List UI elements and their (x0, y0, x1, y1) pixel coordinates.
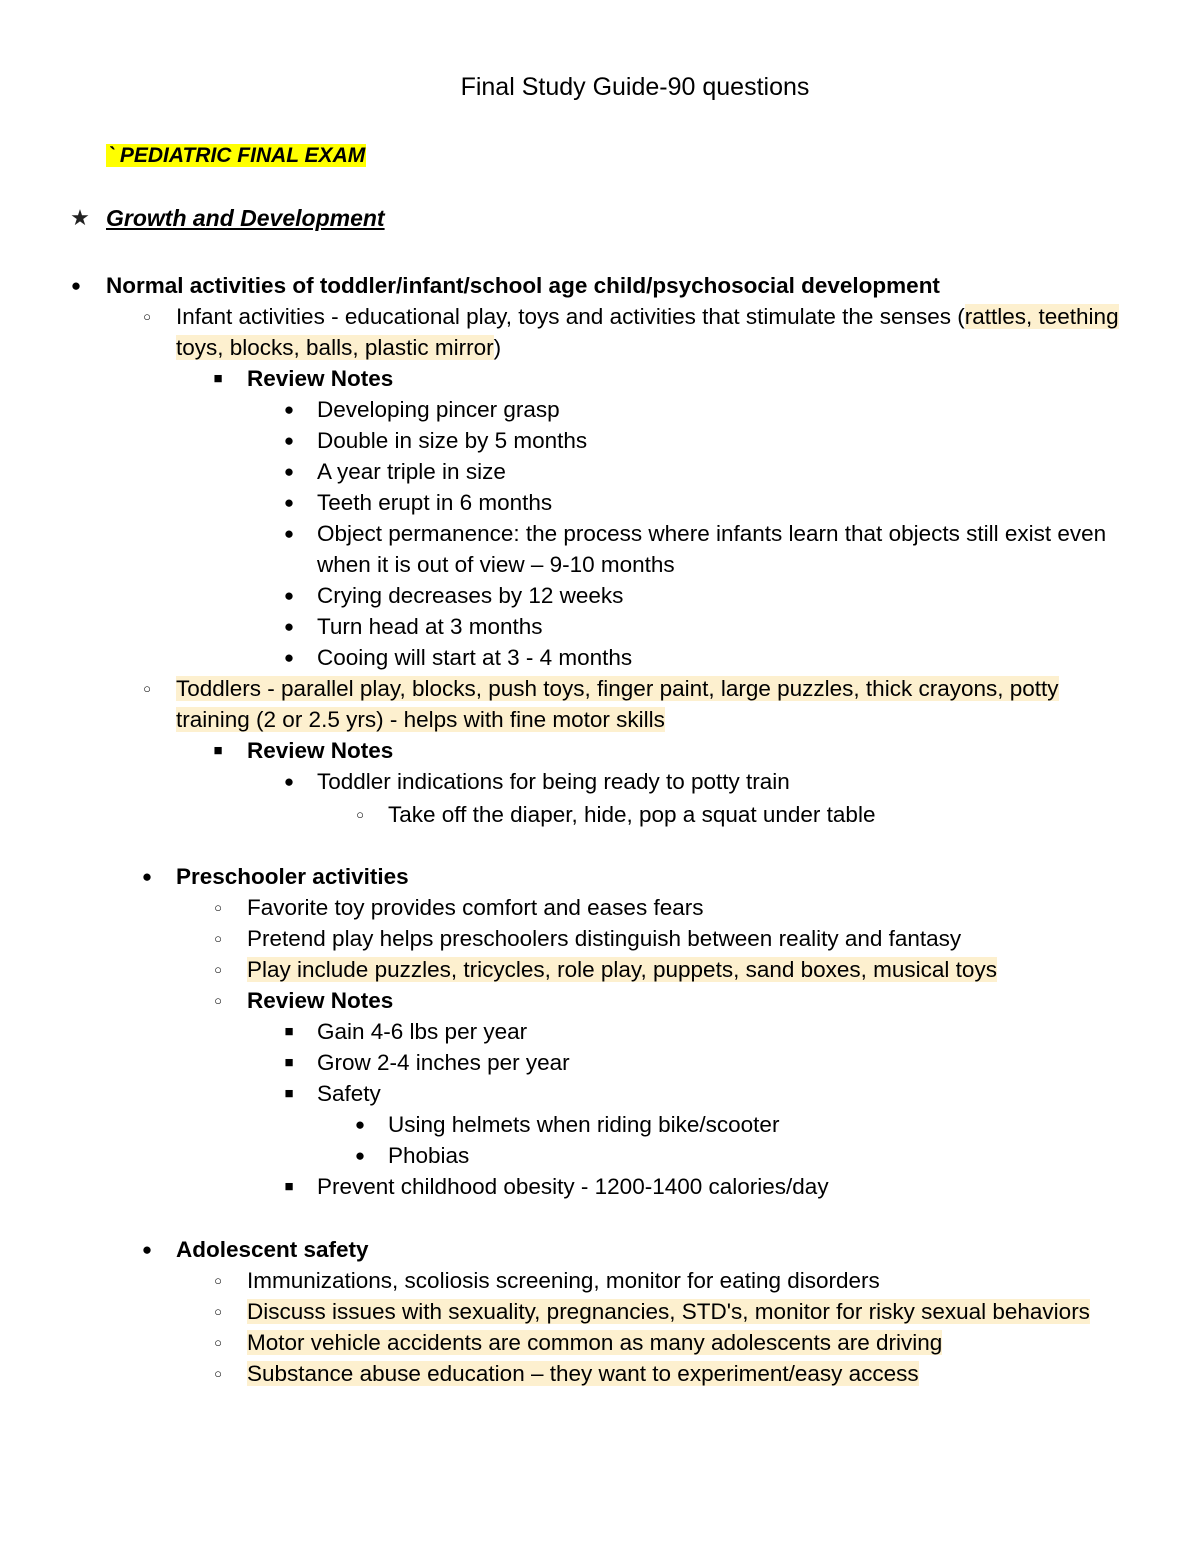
section-title: Growth and Development (106, 205, 385, 231)
list-item: Toddler indications for being ready to potty train (317, 769, 790, 794)
hollow-bullet-icon: ○ (214, 962, 222, 977)
hollow-bullet-icon: ○ (214, 900, 222, 915)
list-item: Grow 2-4 inches per year (317, 1050, 570, 1075)
star-icon: ★ (70, 205, 90, 230)
list-item: Turn head at 3 months (317, 614, 543, 639)
preschool-review-notes-label: Review Notes (247, 988, 394, 1013)
list-item (247, 1359, 919, 1389)
hollow-bullet-icon: ○ (143, 309, 151, 324)
infant-activities-line1 (176, 302, 1119, 332)
list-item: Phobias (388, 1143, 470, 1168)
preschool-play-highlight: Play include puzzles, tricycles, role play, puppets, sand boxes, musical toys (247, 957, 997, 982)
bullet-icon: ● (283, 586, 295, 605)
list-item: A year triple in size (317, 459, 506, 484)
exam-label-row (106, 140, 366, 171)
hollow-bullet-icon: ○ (214, 1335, 222, 1350)
list-item: Take off the diaper, hide, pop a squat under table (388, 802, 876, 827)
list-item (247, 1328, 942, 1358)
list-item: Object permanence: the process where infants learn that objects still exist even (317, 521, 1107, 546)
hollow-bullet-icon: ○ (356, 807, 364, 822)
list-item: Cooing will start at 3 - 4 months (317, 645, 633, 670)
list-item: Double in size by 5 months (317, 428, 588, 453)
adolescent-heading: Adolescent safety (176, 1237, 369, 1262)
square-bullet-icon: ■ (284, 1023, 294, 1040)
document-title: Final Study Guide-90 questions (460, 73, 810, 101)
hollow-bullet-icon: ○ (214, 931, 222, 946)
bullet-icon: ● (70, 276, 82, 295)
preschooler-heading: Preschooler activities (176, 864, 409, 889)
square-bullet-icon: ■ (284, 1054, 294, 1071)
infant-toys-highlight: rattles, teething (964, 304, 1119, 329)
list-item: Immunizations, scoliosis screening, monitor for eating disorders (247, 1268, 880, 1293)
square-bullet-icon: ■ (284, 1178, 294, 1195)
toddler-activities-line2 (176, 705, 665, 735)
list-item: Favorite toy provides comfort and eases fears (247, 895, 704, 920)
adolescent-highlight: Discuss issues with sexuality, pregnancies, STD's, monitor for risky sexual behaviors (247, 1299, 1090, 1324)
adolescent-highlight: Substance abuse education – they want to experiment/easy access (247, 1361, 919, 1386)
list-item: Gain 4-6 lbs per year (317, 1019, 528, 1044)
list-item: Prevent childhood obesity - 1200-1400 calories/day (317, 1174, 829, 1199)
hollow-bullet-icon: ○ (214, 1273, 222, 1288)
hollow-bullet-icon: ○ (214, 1304, 222, 1319)
infant-review-notes-label: Review Notes (247, 366, 394, 391)
section-title-row (106, 203, 385, 234)
hollow-bullet-icon: ○ (214, 993, 222, 1008)
bullet-icon: ● (283, 493, 295, 512)
bullet-icon: ● (283, 648, 295, 667)
infant-activities-close: ) (493, 335, 502, 360)
bullet-icon: ● (141, 867, 153, 886)
bullet-icon: ● (283, 400, 295, 419)
list-item: Teeth erupt in 6 months (317, 490, 553, 515)
infant-activities-text: Infant activities - educational play, toys and activities that stimulate the senses ( (176, 304, 965, 329)
list-item-continuation: when it is out of view – 9-10 months (317, 552, 675, 577)
bullet-icon: ● (283, 772, 295, 791)
toddler-activities-line1 (176, 674, 1059, 704)
square-bullet-icon: ■ (284, 1085, 294, 1102)
list-item: Crying decreases by 12 weeks (317, 583, 624, 608)
infant-activities-line2 (176, 333, 501, 363)
bullet-icon: ● (283, 617, 295, 636)
infant-toys-highlight-cont: toys, blocks, balls, plastic mirror (176, 335, 494, 360)
list-item: Pretend play helps preschoolers distinguish between reality and fantasy (247, 926, 962, 951)
list-item: Using helmets when riding bike/scooter (388, 1112, 780, 1137)
normal-activities-heading: Normal activities of toddler/infant/school age child/psychosocial development (106, 273, 940, 298)
list-item (247, 955, 997, 985)
bullet-icon: ● (141, 1240, 153, 1259)
bullet-icon: ● (283, 524, 295, 543)
square-bullet-icon: ■ (213, 742, 223, 759)
toddler-review-notes-label: Review Notes (247, 738, 394, 763)
bullet-icon: ● (354, 1115, 366, 1134)
list-item: Safety (317, 1081, 381, 1106)
toddler-highlight-cont: training (2 or 2.5 yrs) - helps with fine motor skills (176, 707, 665, 732)
list-item (247, 1297, 1090, 1327)
list-item: Developing pincer grasp (317, 397, 560, 422)
bullet-icon: ● (354, 1146, 366, 1165)
square-bullet-icon: ■ (213, 370, 223, 387)
bullet-icon: ● (283, 462, 295, 481)
exam-label: ` PEDIATRIC FINAL EXAM (107, 144, 366, 167)
bullet-icon: ● (283, 431, 295, 450)
toddler-highlight: Toddlers - parallel play, blocks, push toys, finger paint, large puzzles, thick crayons, potty (176, 676, 1059, 701)
adolescent-highlight: Motor vehicle accidents are common as many adolescents are driving (247, 1330, 943, 1355)
hollow-bullet-icon: ○ (143, 681, 151, 696)
hollow-bullet-icon: ○ (214, 1366, 222, 1381)
